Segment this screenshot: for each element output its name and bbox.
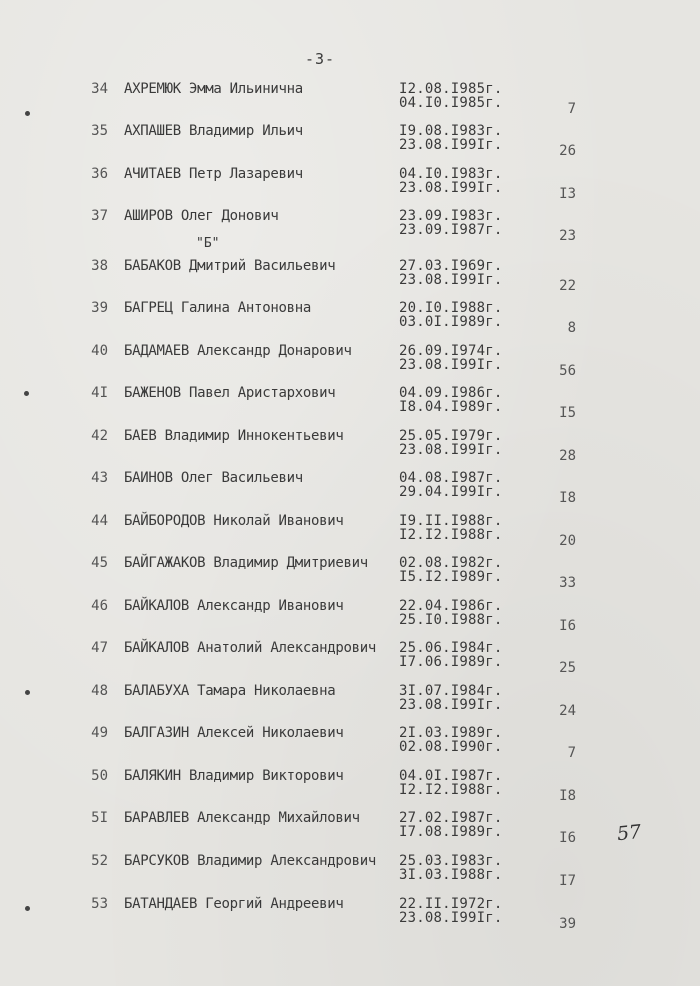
list-item: [0, 300, 700, 340]
entry-end-date: 23.09.I987г.: [399, 222, 503, 238]
entry-number: 40: [91, 343, 108, 359]
entry-end-date: 23.08.I99Iг.: [399, 697, 503, 713]
entry-number: 42: [91, 428, 108, 444]
entry-number: 49: [91, 725, 108, 741]
list-item: [0, 640, 700, 680]
entry-count: 7: [567, 745, 576, 761]
entry-end-date: 03.0I.I989г.: [399, 314, 503, 330]
entry-start-date: 25.06.I984г.: [399, 640, 503, 656]
entry-name: БАДАМАЕВ Александр Донарович: [124, 343, 352, 359]
list-item: [0, 768, 700, 808]
list-item: [0, 810, 700, 850]
entry-start-date: 04.08.I987г.: [399, 470, 503, 486]
entry-name: БАРАВЛЕВ Александр Михайлович: [124, 810, 360, 826]
list-item: [0, 470, 700, 510]
entry-name: БАЛАБУХА Тамара Николаевна: [124, 683, 336, 699]
entry-number: 44: [91, 513, 108, 529]
entry-start-date: I9.08.I983г.: [399, 123, 503, 139]
list-item: [0, 853, 700, 893]
entry-name: БАЙГАЖАКОВ Владимир Дмитриевич: [124, 555, 368, 571]
entry-number: 53: [91, 896, 108, 912]
entry-name: БАЕВ Владимир Иннокентьевич: [124, 428, 344, 444]
entry-start-date: 3I.07.I984г.: [399, 683, 503, 699]
entry-start-date: 20.I0.I988г.: [399, 300, 503, 316]
entry-start-date: 25.05.I979г.: [399, 428, 503, 444]
entry-count: 28: [559, 448, 576, 464]
entry-number: 38: [91, 258, 108, 274]
entry-end-date: 29.04.I99Iг.: [399, 484, 503, 500]
binding-hole-mark: [25, 111, 30, 116]
entry-count: 24: [559, 703, 576, 719]
entry-name: АХПАШЕВ Владимир Ильич: [124, 123, 303, 139]
list-item: [0, 683, 700, 723]
entry-count: I3: [559, 186, 576, 202]
list-item: [0, 208, 700, 248]
entry-number: 48: [91, 683, 108, 699]
page-number: -3-: [304, 50, 336, 68]
entry-start-date: I2.08.I985г.: [399, 81, 503, 97]
entry-start-date: I9.II.I988г.: [399, 513, 503, 529]
binding-hole-mark: [25, 906, 30, 911]
entry-start-date: 02.08.I982г.: [399, 555, 503, 571]
entry-end-date: 23.08.I99Iг.: [399, 137, 503, 153]
entry-name: БАБАКОВ Дмитрий Васильевич: [124, 258, 336, 274]
entry-start-date: 22.04.I986г.: [399, 598, 503, 614]
entry-end-date: 25.I0.I988г.: [399, 612, 503, 628]
entry-start-date: 27.03.I969г.: [399, 258, 503, 274]
entry-number: 39: [91, 300, 108, 316]
entry-name: АХРЕМЮК Эмма Ильинична: [124, 81, 303, 97]
entry-end-date: 04.I0.I985г.: [399, 95, 503, 111]
entry-end-date: I2.I2.I988г.: [399, 782, 503, 798]
list-item: [0, 81, 700, 121]
entry-number: 35: [91, 123, 108, 139]
entry-name: БАТАНДАЕВ Георгий Андреевич: [124, 896, 344, 912]
entry-start-date: 23.09.I983г.: [399, 208, 503, 224]
entry-count: I8: [559, 490, 576, 506]
entry-count: I5: [559, 405, 576, 421]
entry-number: 45: [91, 555, 108, 571]
entry-end-date: I7.06.I989г.: [399, 654, 503, 670]
binding-hole-mark: [24, 391, 29, 396]
entry-number: 34: [91, 81, 108, 97]
entry-number: 46: [91, 598, 108, 614]
list-item: [0, 166, 700, 206]
entry-number: 4I: [91, 385, 108, 401]
entry-start-date: 25.03.I983г.: [399, 853, 503, 869]
entry-count: 20: [559, 533, 576, 549]
entry-name: БАЙБОРОДОВ Николай Иванович: [124, 513, 344, 529]
entry-name: БАЙКАЛОВ Александр Иванович: [124, 598, 344, 614]
list-item: [0, 513, 700, 553]
entry-start-date: 04.I0.I983г.: [399, 166, 503, 182]
entry-start-date: 22.II.I972г.: [399, 896, 503, 912]
entry-count: I6: [559, 618, 576, 634]
entry-number: 43: [91, 470, 108, 486]
entry-end-date: I7.08.I989г.: [399, 824, 503, 840]
list-item: [0, 385, 700, 425]
entry-end-date: 23.08.I99Iг.: [399, 272, 503, 288]
entry-count: 7: [567, 101, 576, 117]
entry-count: I6: [559, 830, 576, 846]
list-item: [0, 258, 700, 298]
binding-hole-mark: [25, 690, 30, 695]
entry-end-date: I5.I2.I989г.: [399, 569, 503, 585]
entry-number: 5I: [91, 810, 108, 826]
entry-name: БАРСУКОВ Владимир Александрович: [124, 853, 376, 869]
entry-start-date: 2I.03.I989г.: [399, 725, 503, 741]
entry-count: 25: [559, 660, 576, 676]
entry-number: 47: [91, 640, 108, 656]
list-item: [0, 343, 700, 383]
section-letter-heading: "Б": [196, 236, 220, 251]
entry-count: 39: [559, 916, 576, 932]
entry-number: 36: [91, 166, 108, 182]
entry-name: БАЙКАЛОВ Анатолий Александрович: [124, 640, 376, 656]
entry-count: I8: [559, 788, 576, 804]
entry-number: 50: [91, 768, 108, 784]
entry-number: 37: [91, 208, 108, 224]
entry-start-date: 26.09.I974г.: [399, 343, 503, 359]
entry-name: БАЛЯКИН Владимир Викторович: [124, 768, 344, 784]
entry-count: 23: [559, 228, 576, 244]
entry-count: 26: [559, 143, 576, 159]
entry-number: 52: [91, 853, 108, 869]
entry-end-date: 23.08.I99Iг.: [399, 910, 503, 926]
entry-end-date: 02.08.I990г.: [399, 739, 503, 755]
list-item: [0, 598, 700, 638]
entry-count: I7: [559, 873, 576, 889]
entry-name: АЧИТАЕВ Петр Лазаревич: [124, 166, 303, 182]
entry-start-date: 04.09.I986г.: [399, 385, 503, 401]
entry-name: БАЛГАЗИН Алексей Николаевич: [124, 725, 344, 741]
list-item: [0, 555, 700, 595]
entry-end-date: I8.04.I989г.: [399, 399, 503, 415]
list-item: [0, 896, 700, 936]
list-item: [0, 123, 700, 163]
entry-end-date: 23.08.I99Iг.: [399, 180, 503, 196]
entry-count: 33: [559, 575, 576, 591]
entry-name: БАЖЕНОВ Павел Аристархович: [124, 385, 336, 401]
entry-name: БАИНОВ Олег Васильевич: [124, 470, 303, 486]
entry-end-date: I2.I2.I988г.: [399, 527, 503, 543]
entry-end-date: 23.08.I99Iг.: [399, 357, 503, 373]
entry-end-date: 23.08.I99Iг.: [399, 442, 503, 458]
handwritten-page-annotation: 57: [615, 820, 643, 846]
entry-name: БАГРЕЦ Галина Антоновна: [124, 300, 311, 316]
list-item: [0, 725, 700, 765]
entry-start-date: 27.02.I987г.: [399, 810, 503, 826]
entry-start-date: 04.0I.I987г.: [399, 768, 503, 784]
entry-count: 56: [559, 363, 576, 379]
entry-name: АШИРОВ Олег Донович: [124, 208, 279, 224]
entry-count: 22: [559, 278, 576, 294]
list-item: [0, 428, 700, 468]
entry-count: 8: [567, 320, 576, 336]
entry-end-date: 3I.03.I988г.: [399, 867, 503, 883]
